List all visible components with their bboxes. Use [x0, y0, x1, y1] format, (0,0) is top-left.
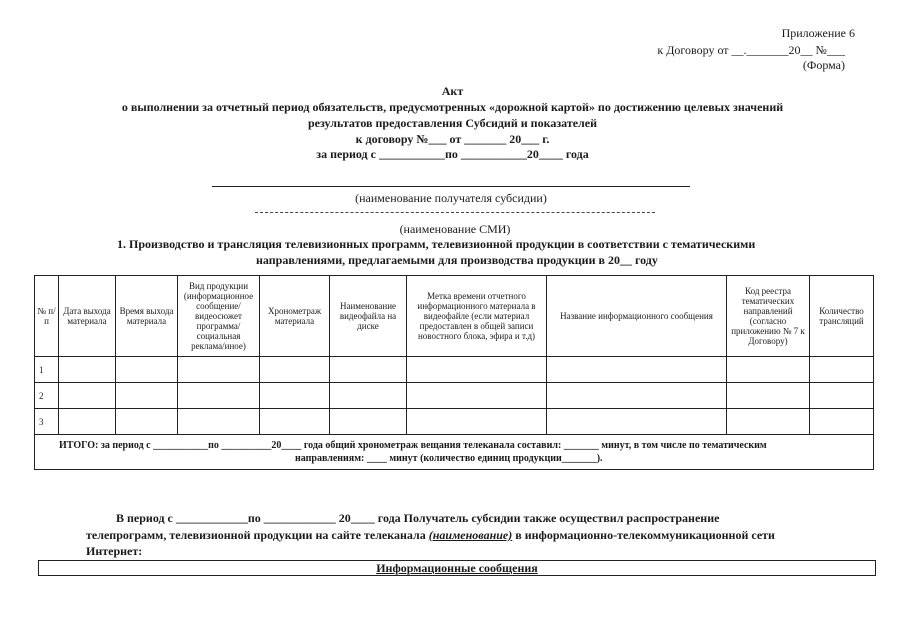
- table-cell[interactable]: [810, 357, 874, 383]
- table-row: [35, 357, 874, 383]
- recipient-label: (наименование получателя субсидии): [355, 191, 547, 205]
- total-summary-line2: направлениям: ____ минут (количество единиц продукции_______).: [295, 453, 603, 464]
- contract-reference: к Договору от __._______20__ №___: [657, 43, 845, 57]
- table-cell[interactable]: [116, 409, 178, 435]
- table-cell[interactable]: [59, 383, 116, 409]
- header-cell-message-title: Название информационного сообщения: [547, 276, 727, 357]
- smi-underline: [255, 212, 655, 213]
- internet-paragraph-line2: [86, 527, 856, 544]
- table-cell[interactable]: [330, 357, 407, 383]
- table-cell[interactable]: [59, 357, 116, 383]
- table-header-row: [35, 276, 874, 357]
- row-number: 3: [35, 409, 59, 435]
- contract-number-line: к договору №___ от _______ 20___ г.: [355, 132, 550, 146]
- table-cell[interactable]: [407, 383, 547, 409]
- info-messages-title: Информационные сообщения: [376, 561, 538, 575]
- table-row: [35, 409, 874, 435]
- table-cell[interactable]: [178, 357, 260, 383]
- table-cell[interactable]: [178, 383, 260, 409]
- header-cell-number: № п/п: [35, 276, 59, 357]
- internet-paragraph-text-b: в информационно-телекоммуникационной сети: [512, 528, 775, 542]
- internet-paragraph-line1: В период с ____________по ____________ 20____ года Получатель субсидии также осуществил распространение: [116, 511, 720, 525]
- table-cell[interactable]: [330, 383, 407, 409]
- row-number: 1: [35, 357, 59, 383]
- header-cell-broadcast-count: Количество трансляций: [810, 276, 874, 357]
- table-cell[interactable]: [178, 409, 260, 435]
- channel-name-placeholder: (наименование): [428, 528, 513, 542]
- table-cell[interactable]: [116, 383, 178, 409]
- header-cell-timestamp: Метка времени отчетного информационного материала в видеофайле (если материал предоставлен в общей записи новостного блока, эфира и т.д): [407, 276, 547, 357]
- table-cell[interactable]: [727, 383, 810, 409]
- table-cell[interactable]: [547, 383, 727, 409]
- table-cell[interactable]: [810, 409, 874, 435]
- smi-label: (наименование СМИ): [399, 222, 511, 236]
- internet-paragraph-text-a: телепрограмм, телевизионной продукции на сайте телеканала: [86, 528, 429, 542]
- act-subtitle-line1: о выполнении за отчетный период обязательств, предусмотренных «дорожной картой» по достижению целевых значений: [121, 100, 784, 114]
- header-cell-time: Время выхода материала: [116, 276, 178, 357]
- period-line: за период с ___________по ___________20____ года: [316, 147, 589, 161]
- internet-paragraph-line3: Интернет:: [86, 544, 143, 558]
- table-cell[interactable]: [407, 357, 547, 383]
- header-cell-duration: Хронометраж материала: [260, 276, 330, 357]
- table-cell[interactable]: [59, 409, 116, 435]
- table-cell[interactable]: [260, 383, 330, 409]
- appendix-number: Приложение 6: [781, 26, 855, 40]
- total-summary-cell: [35, 435, 874, 470]
- form-label: (Форма): [802, 58, 845, 72]
- recipient-underline: [212, 186, 690, 187]
- table-total-row: [35, 435, 874, 470]
- table-row: [35, 383, 874, 409]
- header-cell-date: Дата выхода материала: [59, 276, 116, 357]
- section1-heading-line2: направлениями, предлагаемыми для производства продукции в 20__ году: [256, 253, 658, 267]
- table-cell[interactable]: [810, 383, 874, 409]
- info-messages-box: [38, 560, 876, 576]
- table-cell[interactable]: [727, 357, 810, 383]
- table-cell[interactable]: [727, 409, 810, 435]
- act-title: Акт: [441, 84, 464, 98]
- header-cell-videofile-name: Наименование видеофайла на диске: [330, 276, 407, 357]
- header-cell-registry-code: Код реестра тематических направлений (согласно приложению № 7 к Договору): [727, 276, 810, 357]
- table-cell[interactable]: [330, 409, 407, 435]
- broadcast-report-table: [34, 275, 874, 470]
- section1-heading-line1: 1. Производство и трансляция телевизионных программ, телевизионной продукции в соответствии с тематическими: [117, 237, 756, 251]
- table-cell[interactable]: [547, 409, 727, 435]
- row-number: 2: [35, 383, 59, 409]
- table-cell[interactable]: [116, 357, 178, 383]
- header-cell-product-type: Вид продукции (информационное сообщение/ видеосюжет программа/ социальная реклама/иное): [178, 276, 260, 357]
- table-cell[interactable]: [260, 357, 330, 383]
- table-cell[interactable]: [547, 357, 727, 383]
- table-cell[interactable]: [407, 409, 547, 435]
- act-subtitle-line2: результатов предоставления Субсидий и показателей: [307, 116, 598, 130]
- total-summary-line1: ИТОГО: за период с ___________по __________20____ года общий хронометраж вещания телеканала составил: _______ минут, в том числе по тематическим: [59, 440, 767, 451]
- table-cell[interactable]: [260, 409, 330, 435]
